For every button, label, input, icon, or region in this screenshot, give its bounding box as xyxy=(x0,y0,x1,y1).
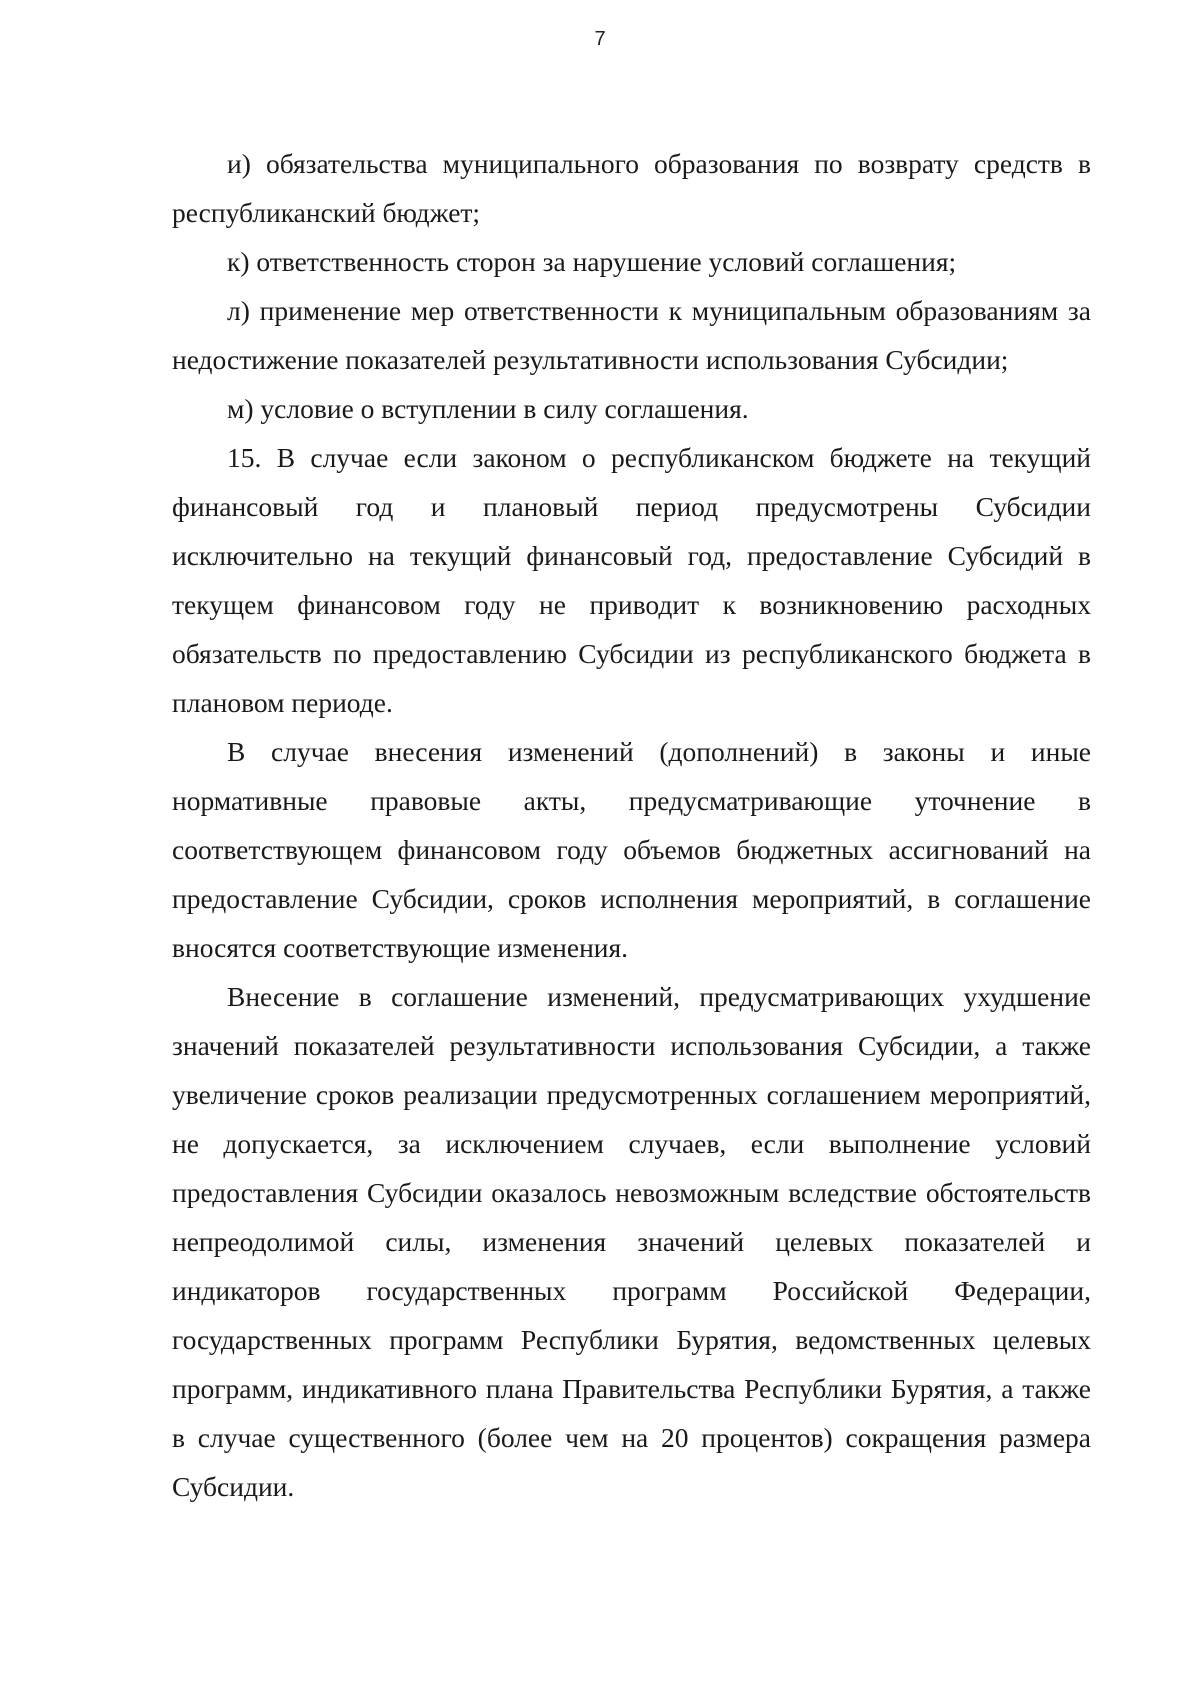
paragraph-item-k: к) ответственность сторон за нарушение условий соглашения; xyxy=(227,246,957,277)
paragraph-item-m: м) условие о вступлении в силу соглашения. xyxy=(227,393,749,424)
page-number: 7 xyxy=(594,28,606,50)
paragraph-restrictions: Внесение в соглашение изменений, предусматривающих ухудшение значений показателей результативности использования Субсидии, а также увеличение сроков реализации предусмотренных соглашением мероприятий, не допускается, за исключением случаев, если выполнение условий предоставления Субсидии оказалось невозможным вследствие обстоятельств непреодолимой силы, изменения значений целевых показателей и индикаторов государственных программ Российской Федерации, государственных программ Республики Бурятия, ведомственных целевых программ, индикативного плана Правительства Республики Бурятия, а также в случае существенного (более чем на 20 процентов) сокращения размера Субсидии. xyxy=(172,981,1091,1502)
paragraph-item-l: л) применение мер ответственности к муниципальным образованиям за недостижение показателей результативности использования Субсидии; xyxy=(172,295,1091,375)
document-body xyxy=(172,139,1091,1511)
paragraph-amendments: В случае внесения изменений (дополнений) в законы и иные нормативные правовые акты, предусматривающие уточнение в соответствующем финансовом году объемов бюджетных ассигнований на предоставление Субсидии, сроков исполнения мероприятий, в соглашение вносятся соответствующие изменения. xyxy=(172,736,1091,963)
paragraph-item-i: и) обязательства муниципального образования по возврату средств в республиканский бюджет; xyxy=(172,148,1091,228)
paragraph-clause-15: 15. В случае если законом о республиканском бюджете на текущий финансовый год и плановый период предусмотрены Субсидии исключительно на текущий финансовый год, предоставление Субсидий в текущем финансовом году не приводит к возникновению расходных обязательств по предоставлению Субсидии из республиканского бюджета в плановом периоде. xyxy=(172,442,1091,718)
